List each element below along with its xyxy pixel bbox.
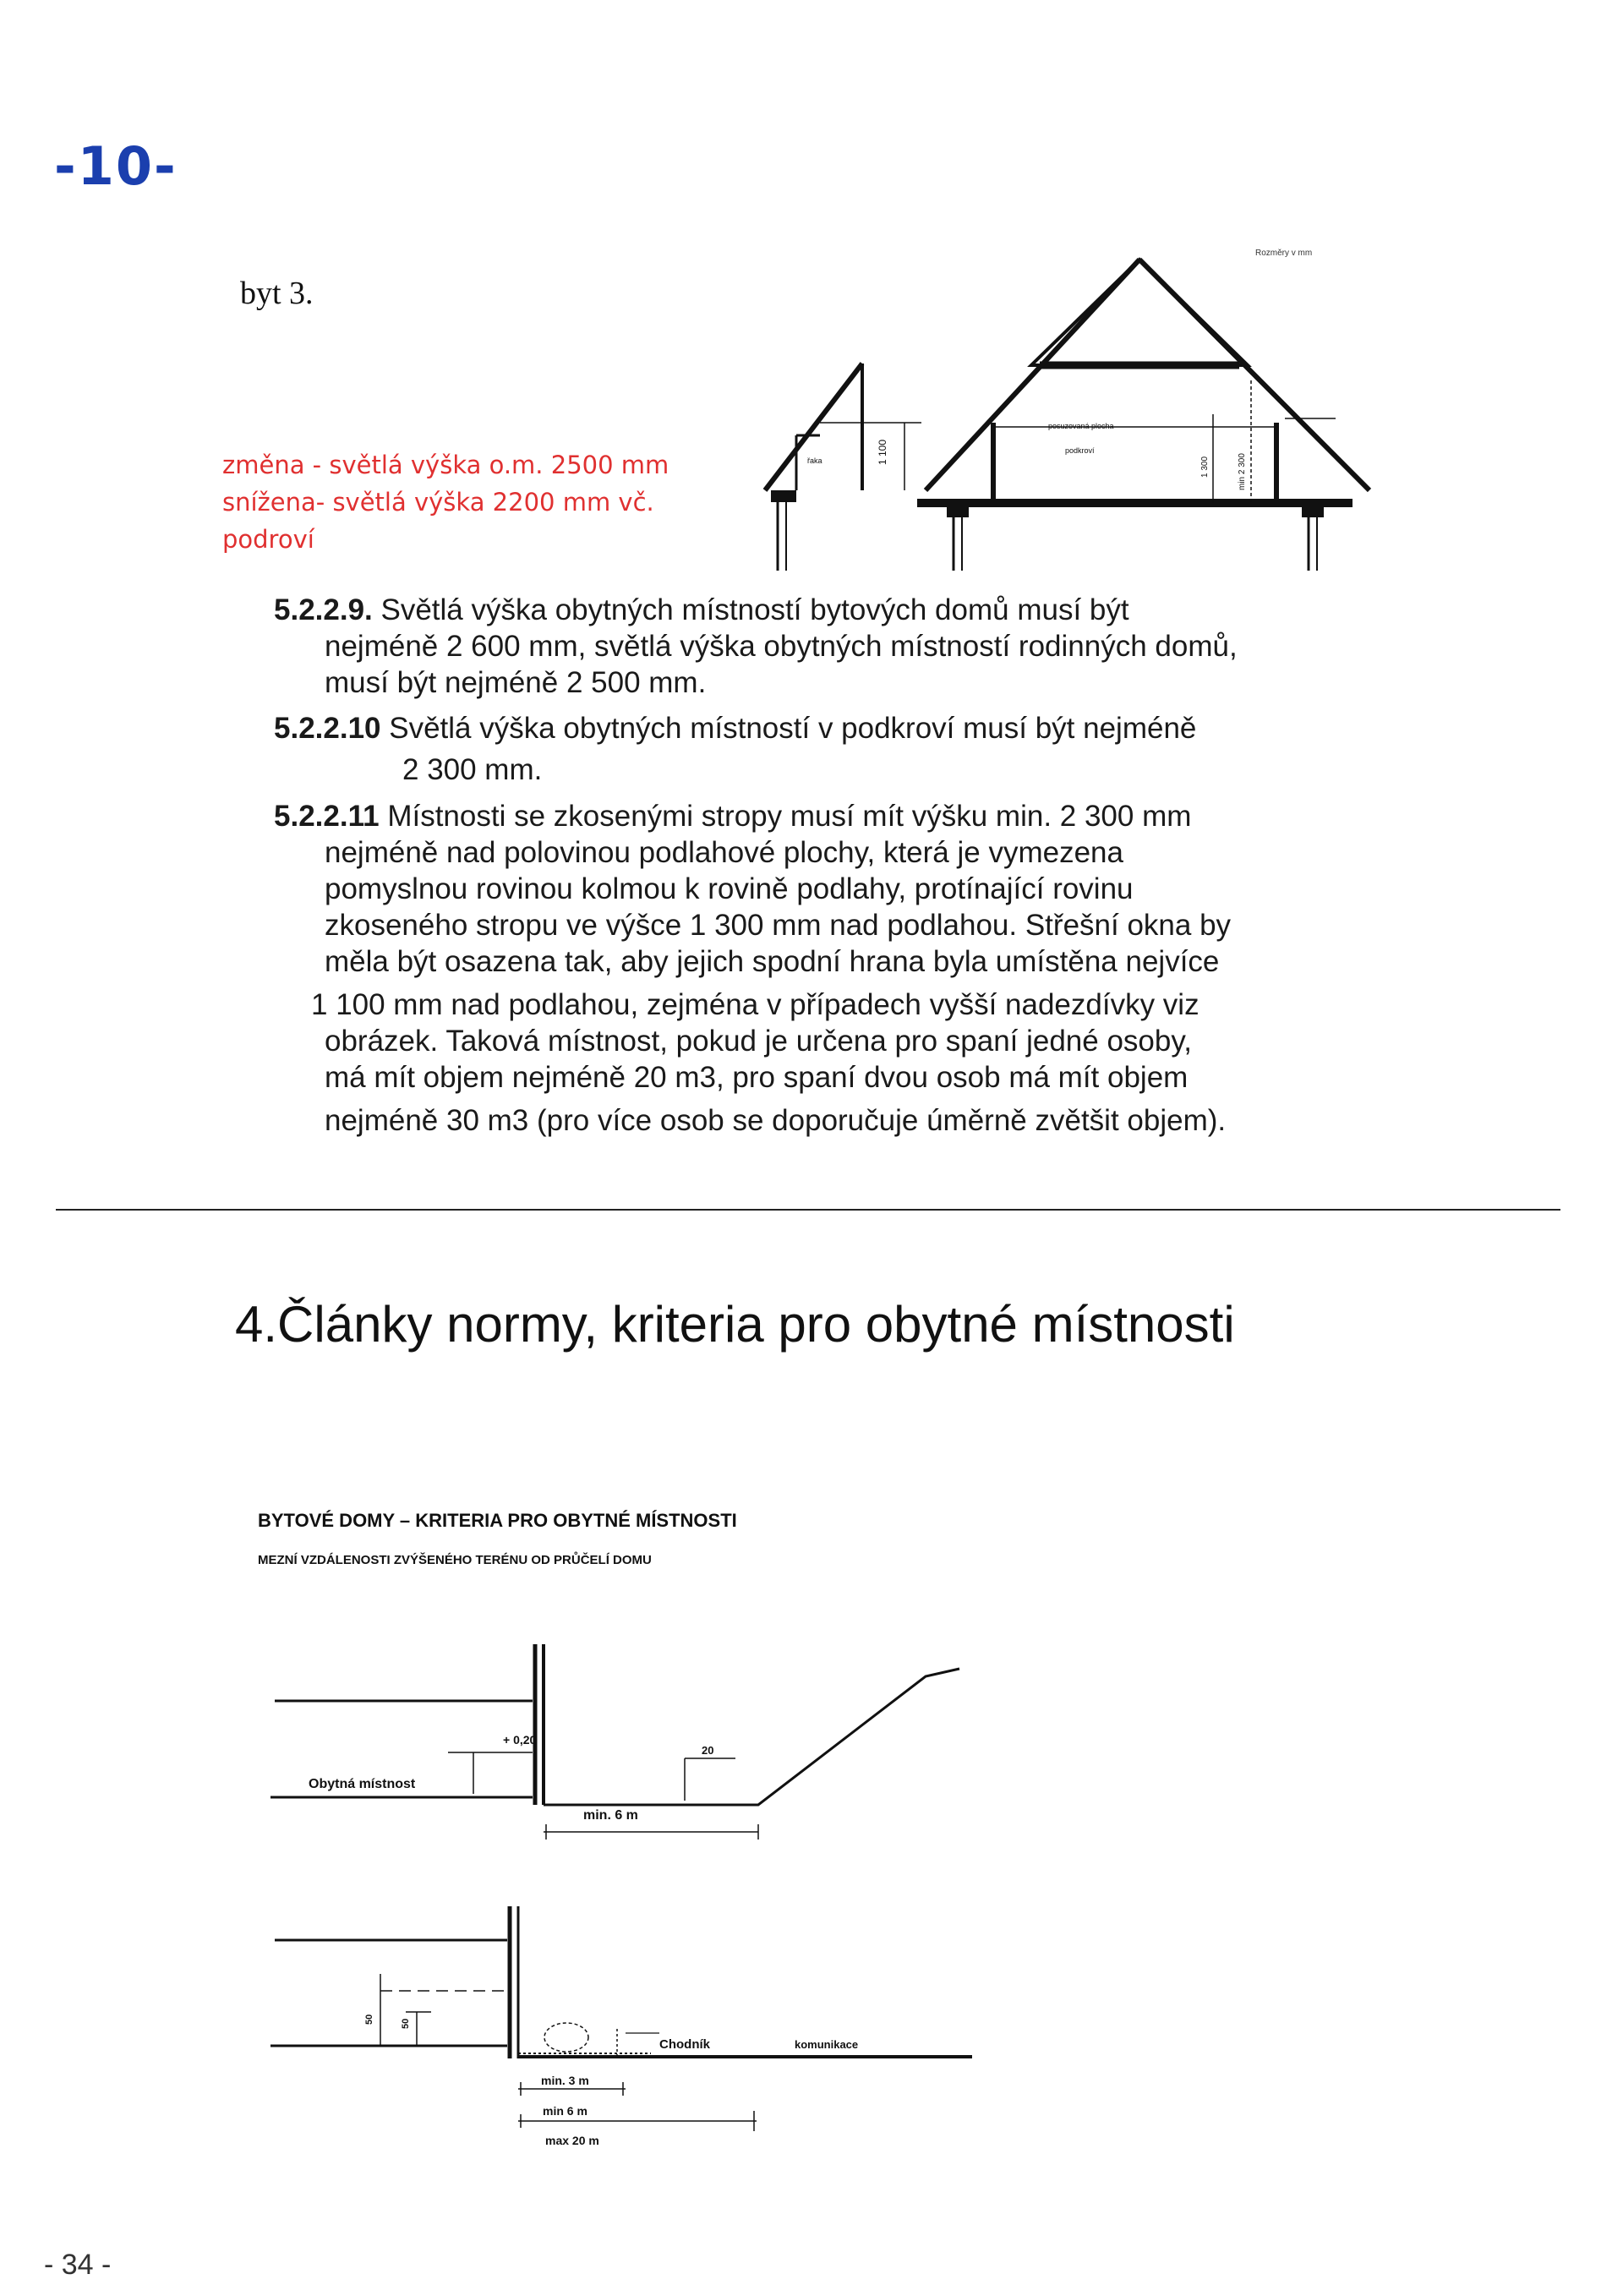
change-note-line1: změna - světlá výška o.m. 2500 mm bbox=[222, 451, 669, 479]
para-line: má mít objem nejméně 20 m3, pro spaní dvou osob má mít objem bbox=[325, 1061, 1189, 1094]
dim-min-2300: min 2 300 bbox=[1238, 453, 1247, 490]
dimension-note: Rozměry v mm bbox=[1255, 249, 1313, 258]
para-line: zkoseného stropu ve výšce 1 300 mm nad podlahou. Střešní okna by bbox=[325, 909, 1232, 942]
figure-title: BYTOVÉ DOMY – KRITERIA PRO OBYTNÉ MÍSTNOSTI bbox=[258, 1510, 737, 1531]
dim-1300: 1 300 bbox=[1200, 456, 1210, 478]
paragraph-5-2-2-9 bbox=[274, 592, 1390, 701]
height-label-4: 50 bbox=[401, 2018, 411, 2029]
dim-1100: 1 100 bbox=[877, 439, 888, 465]
rake-label: řaka bbox=[807, 456, 822, 465]
para-line: musí být nejméně 2 500 mm. bbox=[325, 666, 707, 699]
distance-label-2: min 6 m bbox=[543, 2104, 587, 2118]
terrain-diagram-1 bbox=[254, 1632, 981, 1851]
paragraph-5-2-2-11 bbox=[274, 798, 1407, 1139]
shrub-icon bbox=[544, 2023, 588, 2052]
para-line: nejméně 2 600 mm, světlá výška obytných místností rodinných domů, bbox=[325, 630, 1238, 663]
distance-label: min. 6 m bbox=[583, 1808, 638, 1823]
roof-section-drawing bbox=[727, 237, 1403, 575]
para-line: 2 300 mm. bbox=[402, 753, 543, 786]
change-note bbox=[222, 446, 713, 558]
distance-label-1: min. 3 m bbox=[541, 2074, 589, 2087]
change-note-line2: snížena- světlá výška 2200 mm vč. bbox=[222, 488, 654, 517]
handwritten-page-number: -10- bbox=[54, 135, 178, 197]
para-number: 5.2.2.11 bbox=[274, 800, 380, 833]
sidewalk-label: Chodník bbox=[659, 2037, 710, 2052]
para-line: obrázek. Taková místnost, pokud je určena pro spaní jedné osoby, bbox=[325, 1025, 1192, 1058]
attic-label: podkroví bbox=[1065, 446, 1095, 455]
terrain-diagram-2 bbox=[254, 1898, 981, 2177]
figure-subtitle: MEZNÍ VZDÁLENOSTI ZVÝŠENÉHO TERÉNU OD PRŮČELÍ DOMU bbox=[258, 1553, 652, 1567]
distance-label-3: max 20 m bbox=[545, 2134, 599, 2147]
para-number: 5.2.2.9. bbox=[274, 593, 373, 626]
floor-area-label: posuzovaná plocha bbox=[1048, 422, 1114, 430]
section-title: 4.Články normy, kriteria pro obytné místnosti bbox=[235, 1296, 1235, 1353]
para-line: 1 100 mm nad podlahou, zejména v případech vyšší nadezdívky viz bbox=[311, 988, 1199, 1021]
footer-page-number: - 34 - bbox=[44, 2249, 112, 2281]
change-note-line3: podroví bbox=[222, 525, 314, 554]
section-divider bbox=[56, 1209, 1560, 1211]
road-label: komunikace bbox=[795, 2038, 859, 2051]
height-label-2: 20 bbox=[702, 1744, 714, 1757]
para-line: nejméně 30 m3 (pro více osob se doporučuje úměrně zvětšit objem). bbox=[325, 1104, 1227, 1137]
height-label-1: + 0,20 bbox=[503, 1733, 537, 1747]
paragraph-5-2-2-10 bbox=[274, 710, 1390, 788]
para-line: měla být osazena tak, aby jejich spodní hrana byla umístěna nejvíce bbox=[325, 945, 1220, 978]
para-line: Místnosti se zkosenými stropy musí mít výšku min. 2 300 mm bbox=[387, 800, 1192, 833]
para-line: nejméně nad polovinou podlahové plochy, která je vymezena bbox=[325, 836, 1123, 869]
para-line: Světlá výška obytných místností v podkroví musí být nejméně bbox=[389, 712, 1197, 745]
para-line: Světlá výška obytných místností bytových domů musí být bbox=[380, 593, 1129, 626]
height-label-3: 50 bbox=[364, 2014, 374, 2025]
room-label: Obytná místnost bbox=[309, 1777, 416, 1791]
para-line: pomyslnou rovinou kolmou k rovině podlahy, protínající rovinu bbox=[325, 872, 1134, 905]
unit-label: byt 3. bbox=[240, 276, 314, 311]
para-number: 5.2.2.10 bbox=[274, 712, 381, 745]
